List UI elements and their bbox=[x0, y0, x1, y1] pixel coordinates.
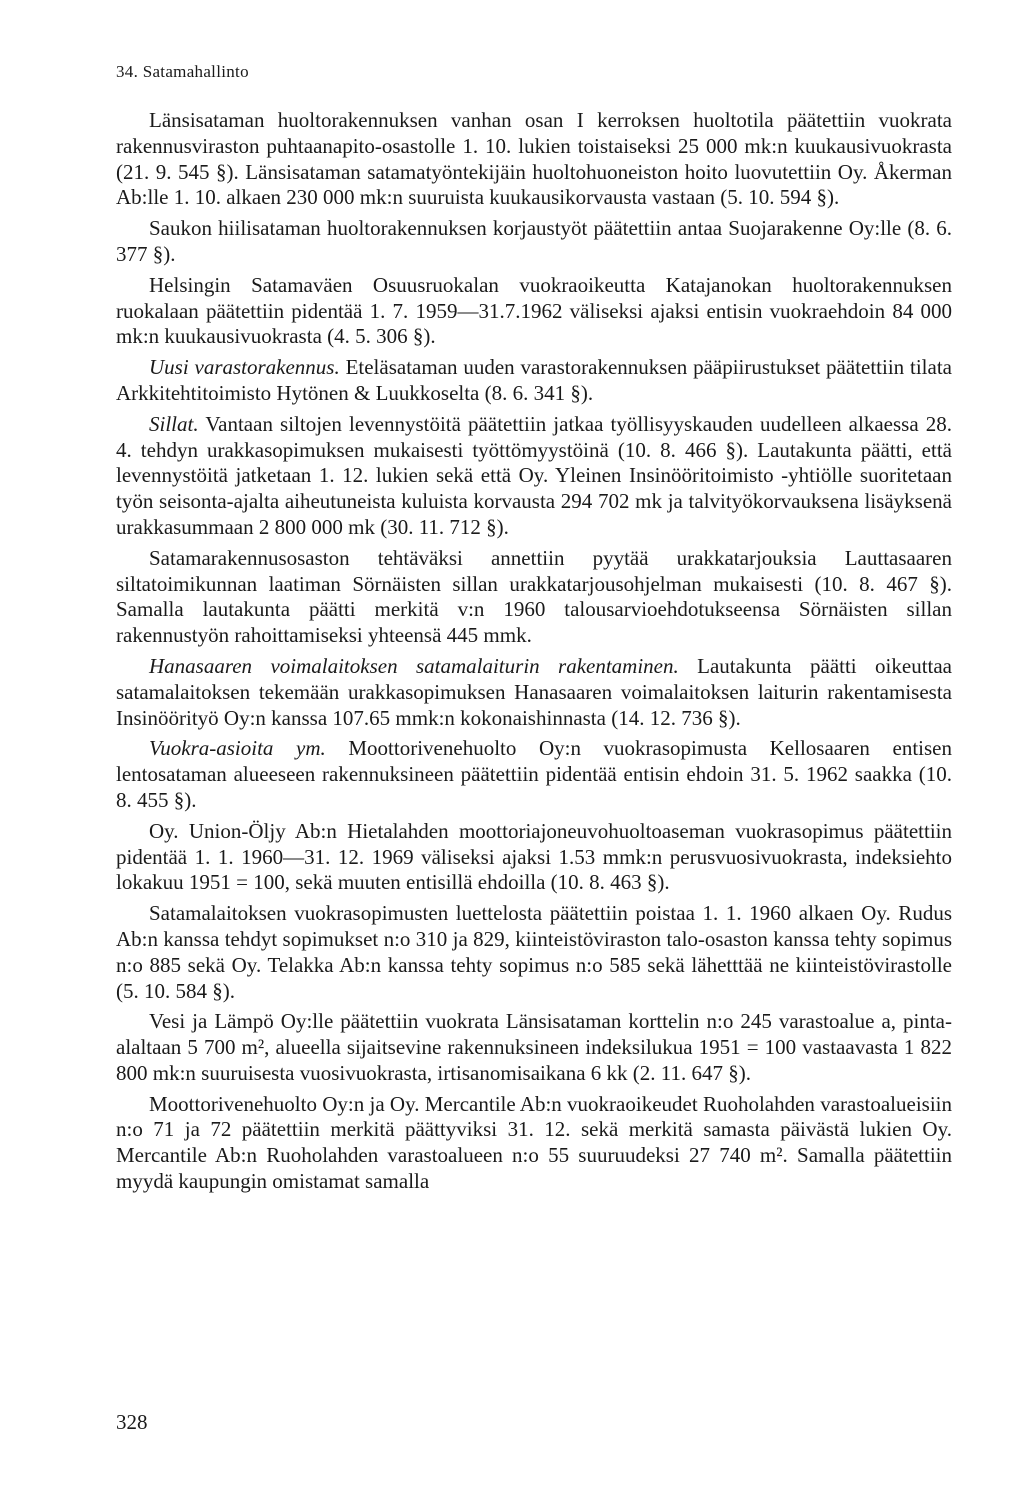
paragraph-text: Moottorivenehuolto Oy:n ja Oy. Mercantile Ab:n vuokraoikeudet Ruoholahden varastoalueisiin n:o 71 ja 72 päätettiin merkitä päättyviksi 31. 12. sekä merkitä samasta päivästä lukien Oy. Mercantile Ab:n Ruoholahden varastoalueen n:o 55 suuruudeksi 27 740 m². Samalla päätettiin myydä kaupungin omistamat samalla bbox=[116, 1091, 952, 1194]
paragraph-text: Satamalaitoksen vuokrasopimusten luettelosta päätettiin poistaa 1. 1. 1960 alkaen Oy. Rudus Ab:n kanssa tehdyt sopimukset n:o 310 ja 829, kiinteistöviraston talo-osaston kanssa tehty sopimus n:o 885 sekä Oy. Telakka Ab:n kanssa tehty sopimus n:o 585 sekä lähetttää ne kiinteistövirastolle (5. 10. 584 §). bbox=[116, 901, 952, 1003]
paragraph bbox=[116, 355, 952, 407]
paragraph-text: Länsisataman huoltorakennuksen vanhan osan I kerroksen huoltotila päätettiin vuokrata rakennusviraston puhtaanapito-osastolle 1. 10. lukien toistaiseksi 25 000 mk:n kuukausivuokrasta (21. 9. 545 §). Länsisataman satamatyöntekijäin huoltohuoneiston hoito luovutettiin Oy. Åkerman Ab:lle 1. 10. alkaen 230 000 mk:n suuruista kuukausikorvausta vastaan (5. 10. 594 §). bbox=[116, 108, 952, 210]
paragraph bbox=[116, 819, 952, 896]
paragraph-text: Saukon hiilisataman huoltorakennuksen korjaustyöt päätettiin antaa Suojarakenne Oy:lle (8. 6. 377 §). bbox=[116, 216, 952, 266]
paragraph bbox=[116, 736, 952, 813]
section-lead: Hanasaaren voimalaitoksen satamalaiturin rakentaminen. bbox=[149, 653, 679, 678]
running-header: 34. Satamahallinto bbox=[116, 62, 249, 81]
section-lead: Sillat. bbox=[149, 411, 199, 436]
paragraph bbox=[116, 546, 952, 649]
section-lead: Vuokra-asioita ym. bbox=[149, 736, 326, 761]
body-text bbox=[116, 108, 952, 1200]
paragraph bbox=[116, 412, 952, 541]
paragraph bbox=[116, 654, 952, 731]
paragraph bbox=[116, 1092, 952, 1195]
paragraph bbox=[116, 108, 952, 211]
paragraph-text: Satamarakennusosaston tehtäväksi annettiin pyytää urakkatarjouksia Lauttasaaren siltatoimikunnan laatiman Sörnäisten sillan urakkatarjousohjelman mukaisesti (10. 8. 467 §). Samalla lautakunta päätti merkitä v:n 1960 talousarvioehdotukseensa Sörnäisten sillan rakennustyön rahoittamiseksi yhteensä 445 mmk. bbox=[116, 545, 952, 648]
paragraph-text: Vesi ja Lämpö Oy:lle päätettiin vuokrata Länsisataman korttelin n:o 245 varastoalue a, pinta-alaltaan 5 700 m², alueella sijaitsevine rakennuksineen indeksilukua 1951 = 100 vastaavasta 1 822 800 mk:n suuruisesta vuosivuokrasta, irtisanomisaikana 6 kk (2. 11. 647 §). bbox=[116, 1009, 952, 1085]
page-number: 328 bbox=[116, 1410, 148, 1434]
section-lead: Uusi varastorakennus. bbox=[149, 355, 340, 380]
paragraph-text: Helsingin Satamaväen Osuusruokalan vuokraoikeutta Katajanokan huoltorakennuksen ruokalaan päätettiin pidentää 1. 7. 1959—31.7.1962 väliseksi ajaksi entisin vuokraehdoin 84 000 mk:n kuukausivuokrasta (4. 5. 306 §). bbox=[116, 272, 952, 349]
paragraph bbox=[116, 273, 952, 350]
paragraph bbox=[116, 1009, 952, 1086]
paragraph bbox=[116, 216, 952, 268]
paragraph bbox=[116, 901, 952, 1004]
paragraph-text: Vantaan siltojen levennystöitä päätettiin jatkaa työllisyyskauden uudelleen alkaessa 28. 4. tehdyn urakkasopimuksen mukaisesti työttömyystöinä (10. 8. 466 §). Lautakunta päätti, että levennystöitä jatketaan 1. 12. lukien sekä että Oy. Yleinen Insinööritoimisto -yhtiölle suoritetaan työn seisonta-ajalta aiheutuneista kuluista korvausta 294 702 mk ja talvityökorvauksena lisäyksenä urakkasummaan 2 800 000 mk (30. 11. 712 §). bbox=[116, 411, 952, 539]
paragraph-text: Moottorivenehuolto Oy:n vuokrasopimusta Kellosaaren entisen lentosataman alueeseen rakennuksineen päätettiin pidentää entisin ehdoin 31. 5. 1962 saakka (10. 8. 455 §). bbox=[116, 736, 953, 812]
paragraph-text: Eteläsataman uuden varastorakennuksen pääpiirustukset päätettiin tilata Arkkitehtitoimisto Hytönen & Luukkoselta (8. 6. 341 §). bbox=[116, 355, 952, 405]
paragraph-text: Oy. Union-Öljy Ab:n Hietalahden moottoriajoneuvohuoltoaseman vuokrasopimus päätettiin pidentää 1. 1. 1960—31. 12. 1969 väliseksi ajaksi 1.53 mmk:n perusvuosivuokrasta, indeksiehto lokakuu 1951 = 100, sekä muuten entisillä ehdoilla (10. 8. 463 §). bbox=[116, 818, 952, 895]
paragraph-text: Lautakunta päätti oikeuttaa satamalaitoksen tekemään urakkasopimuksen Hanasaaren voimalaitoksen laiturin rakentamisesta Insinöörityö Oy:n kanssa 107.65 mmk:n kokonaishinnasta (14. 12. 736 §). bbox=[116, 653, 952, 730]
